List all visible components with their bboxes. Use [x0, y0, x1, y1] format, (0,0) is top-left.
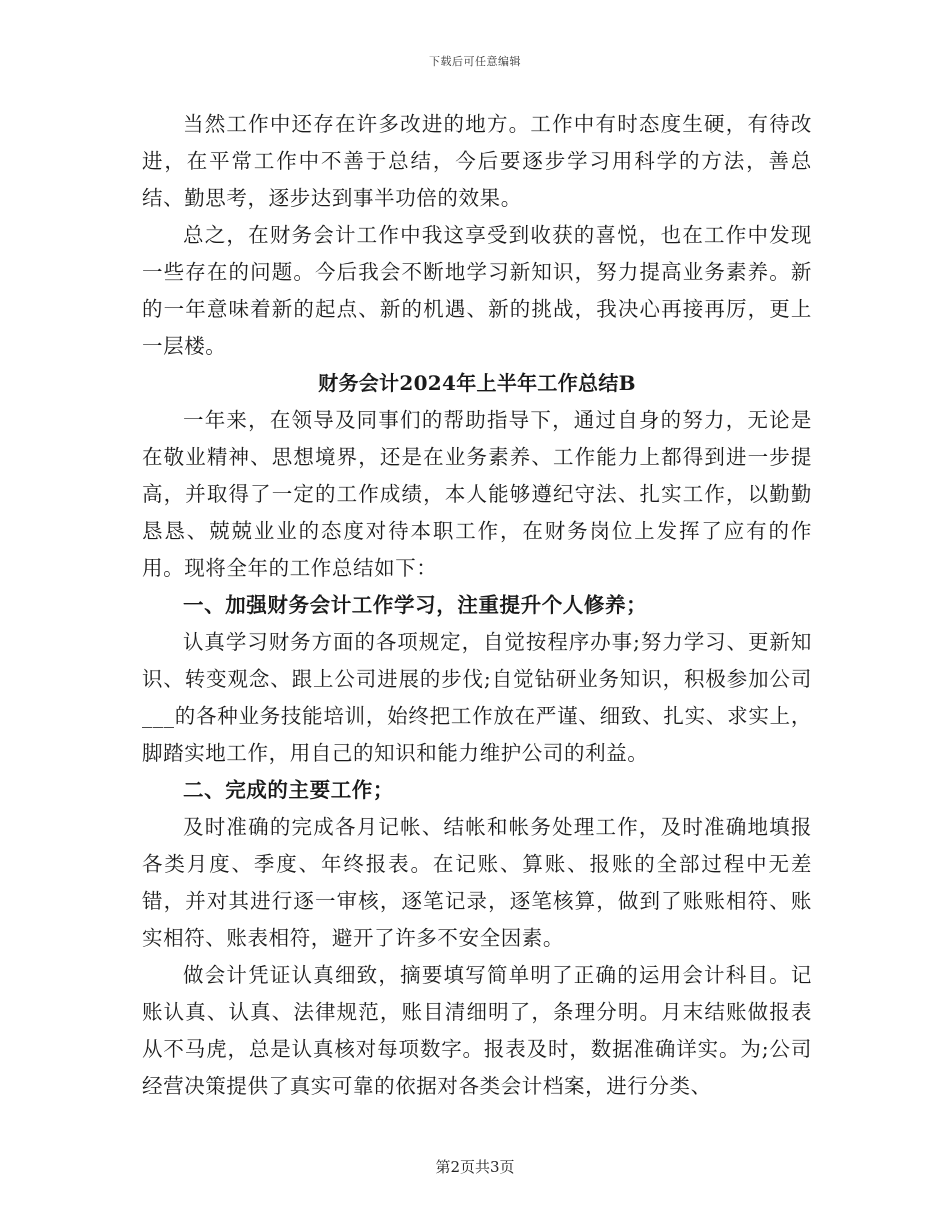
- section-title: 财务会计2024年上半年工作总结B: [318, 371, 636, 395]
- paragraph-conclusion: 总之，在财务会计工作中我这享受到收获的喜悦，也在工作中发现一些存在的问题。今后我会不断地学习新知识，努力提高业务素养。新的一年意味着新的起点、新的机遇、新的挑战，我决心再接再厉，更上一层楼。: [142, 223, 812, 358]
- heading-main-work: 二、完成的主要工作；: [183, 778, 394, 802]
- paragraph-study: 认真学习财务方面的各项规定，自觉按程序办事;努力学习、更新知识、转变观念、跟上公司进展的步伐;自觉钻研业务知识，积极参加公司___的各种业务技能培训，始终把工作放在严谨、细致、扎实、求实上，脚踏实地工作，用自己的知识和能力维护公司的利益。: [142, 630, 812, 765]
- paragraph-vouchers: 做会计凭证认真细致，摘要填写简单明了正确的运用会计科目。记账认真、认真、法律规范，账目清细明了，条理分明。月末结账做报表从不马虎，总是认真核对每项数字。报表及时，数据准确详实。为;公司经营决策提供了真实可靠的依据对各类会计档案，进行分类、: [142, 963, 812, 1098]
- heading-study: 一、加强财务会计工作学习，注重提升个人修养；: [183, 593, 648, 617]
- paragraph-bookkeeping: 及时准确的完成各月记帐、结帐和帐务处理工作，及时准确地填报各类月度、季度、年终报表。在记账、算账、报账的全部过程中无差错，并对其进行逐一审核，逐笔记录，逐笔核算，做到了账账相符、账实相符、账表相符，避开了许多不安全因素。: [142, 815, 812, 950]
- page-number: 第2页共3页: [435, 1158, 515, 1176]
- page-header: 下载后可任意编辑: [429, 55, 521, 68]
- document-body: [142, 106, 812, 1105]
- paragraph-improvement: 当然工作中还存在许多改进的地方。工作中有时态度生硬，有待改进，在平常工作中不善于总结，今后要逐步学习用科学的方法，善总结、勤思考，逐步达到事半功倍的效果。: [142, 112, 812, 210]
- paragraph-intro: 一年来，在领导及同事们的帮助指导下，通过自身的努力，无论是在敬业精神、思想境界，还是在业务素养、工作能力上都得到进一步提高，并取得了一定的工作成绩，本人能够遵纪守法、扎实工作，以勤勤恳恳、兢兢业业的态度对待本职工作，在财务岗位上发挥了应有的作用。现将全年的工作总结如下：: [142, 408, 812, 580]
